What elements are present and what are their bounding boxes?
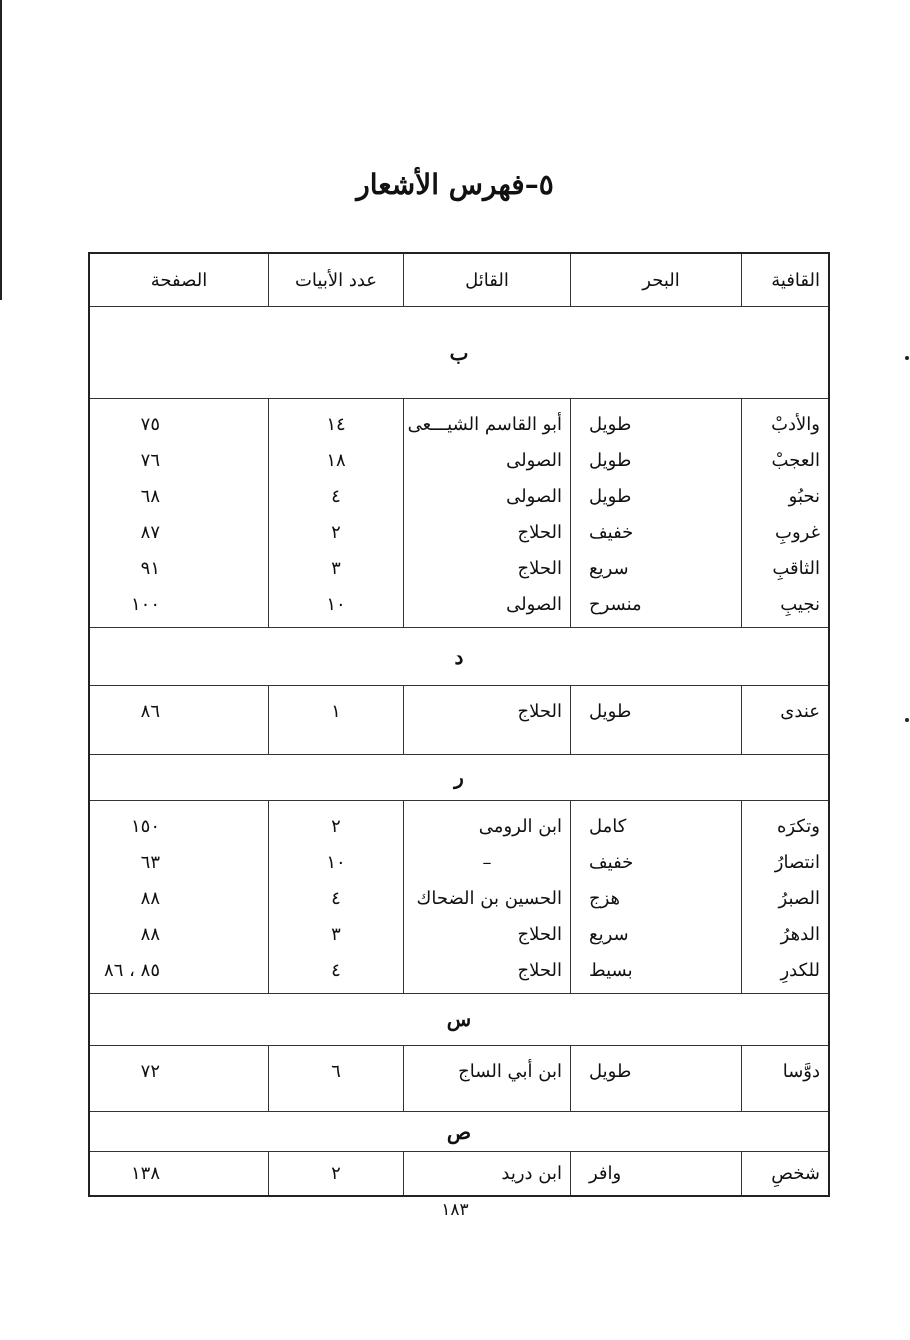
letter-row-sin [89,993,829,1045]
qafia-value: والأدبْ [771,414,820,436]
page-edge-line [0,0,2,300]
adad-cell [269,686,404,754]
safha-value: ٧٥ [140,414,160,436]
qail-value: ابن أبي الساج [458,1060,562,1082]
bahr-cell [571,399,742,628]
bahr-value: طويل [589,414,632,436]
qail-value: الحلاج [517,522,562,544]
adad-value: ٤ [331,486,341,508]
qafia-value: للكدرِ [780,959,820,981]
qail-cell [404,800,571,993]
group-rows-ba [89,399,829,628]
header-adad: عدد الأبيات [269,253,404,307]
safha-cell [89,399,269,628]
safha-value: ٧٢ [140,1060,160,1082]
qail-value: ابن دريد [501,1163,562,1185]
letter-row-sad [89,1112,829,1152]
bahr-value: طويل [589,701,632,723]
qafia-cell [742,800,830,993]
group-rows-sin [89,1045,829,1111]
bahr-value: طويل [589,450,632,472]
adad-value: ٢ [331,522,341,544]
safha-value: ١٠٠ [130,594,160,616]
letter-row-ba [89,307,829,399]
safha-cell [89,686,269,754]
letter-row-dal [89,628,829,686]
adad-value: ١ [331,701,341,723]
qafia-cell [742,686,830,754]
qafia-cell [742,1045,830,1111]
qafia-value: عندى [780,701,820,723]
group-rows-dal [89,686,829,754]
safha-value: ٨٨ [140,887,160,909]
bahr-value: طويل [589,1060,632,1082]
safha-value: ١٣٨ [130,1163,160,1185]
qail-cell [404,399,571,628]
safha-value: ٦٣ [140,851,160,873]
letter-heading: س [89,993,829,1045]
bahr-cell [571,686,742,754]
adad-value: ٢ [331,1163,341,1185]
qafia-value: نجيبِ [780,594,820,616]
bahr-value: وافر [589,1163,622,1185]
qafia-cell [742,1152,830,1196]
adad-value: ٤ [331,887,341,909]
adad-value: ٣ [331,558,341,580]
adad-value: ٤ [331,959,341,981]
bahr-value: خفيف [589,851,634,873]
qail-value: – [482,851,492,873]
adad-value: ٢ [331,815,341,837]
safha-value: ٨٥ ، ٨٦ [104,959,160,981]
safha-value: ٧٦ [140,450,160,472]
margin-dot [905,718,909,722]
qail-value: الحلاج [517,701,562,723]
qail-value: الصولى [506,486,562,508]
qail-value: الصولى [506,594,562,616]
qafia-value: العجبْ [771,450,820,472]
safha-value: ٩١ [140,558,160,580]
adad-cell [269,800,404,993]
adad-value: ١٨ [326,450,346,472]
bahr-value: بسيط [589,959,633,981]
qafia-value: غروبِ [775,522,820,544]
bahr-value: طويل [589,486,632,508]
header-bahr: البحر [571,253,742,307]
adad-value: ١٠ [326,851,346,873]
letter-row-ra [89,754,829,800]
safha-value: ٨٨ [140,923,160,945]
bahr-value: سريع [589,923,629,945]
qafia-cell [742,399,830,628]
safha-cell [89,1152,269,1196]
table-header-row [89,253,829,307]
safha-value: ٨٦ [140,701,160,723]
adad-cell [269,399,404,628]
safha-value: ١٥٠ [130,815,160,837]
group-rows-sad [89,1152,829,1196]
header-safha: الصفحة [89,253,269,307]
adad-value: ١٤ [326,414,346,436]
qail-cell [404,1045,571,1111]
qail-value: الحلاج [517,923,562,945]
qail-value: الصولى [506,450,562,472]
safha-cell [89,800,269,993]
bahr-value: سريع [589,558,629,580]
qafia-value: الثاقبِ [772,558,820,580]
qafia-value: شخصِ [771,1163,820,1185]
group-rows-ra [89,800,829,993]
adad-cell [269,1045,404,1111]
safha-cell [89,1045,269,1111]
bahr-value: منسرح [589,594,642,616]
adad-value: ١٠ [326,594,346,616]
letter-heading: ر [89,754,829,800]
safha-value: ٦٨ [140,486,160,508]
adad-value: ٣ [331,923,341,945]
margin-dot [905,356,909,360]
bahr-cell [571,1152,742,1196]
adad-cell [269,1152,404,1196]
qafia-value: انتصارُ [774,851,820,873]
qail-cell [404,686,571,754]
qafia-value: الصبرُ [778,887,820,909]
letter-heading: ب [89,307,829,399]
safha-value: ٨٧ [140,522,160,544]
bahr-cell [571,800,742,993]
qafia-value: نحبُو [788,486,820,508]
qail-value: ابن الرومى [478,815,562,837]
bahr-value: هزج [589,887,621,909]
qafia-value: دوَّسا [782,1060,820,1082]
qail-cell [404,1152,571,1196]
header-qail: القائل [404,253,571,307]
letter-heading: ص [89,1112,829,1152]
letter-heading: د [89,628,829,686]
bahr-value: خفيف [589,522,634,544]
qafia-value: الدهرُ [780,923,820,945]
bahr-value: كامل [589,815,627,837]
poetry-index-table [88,252,830,1197]
adad-value: ٦ [331,1060,341,1082]
qail-value: الحلاج [517,959,562,981]
qail-value: الحسين بن الضحاك [416,887,562,909]
bahr-cell [571,1045,742,1111]
qafia-value: وتكرَه [776,815,820,837]
qail-value: أبو القاسم الشيـــعى [407,414,562,436]
qail-value: الحلاج [517,558,562,580]
page-title: ٥–فهرس الأشعار [356,168,554,201]
page-number: ١٨٣ [441,1200,469,1220]
header-qafia: القافية [742,253,830,307]
